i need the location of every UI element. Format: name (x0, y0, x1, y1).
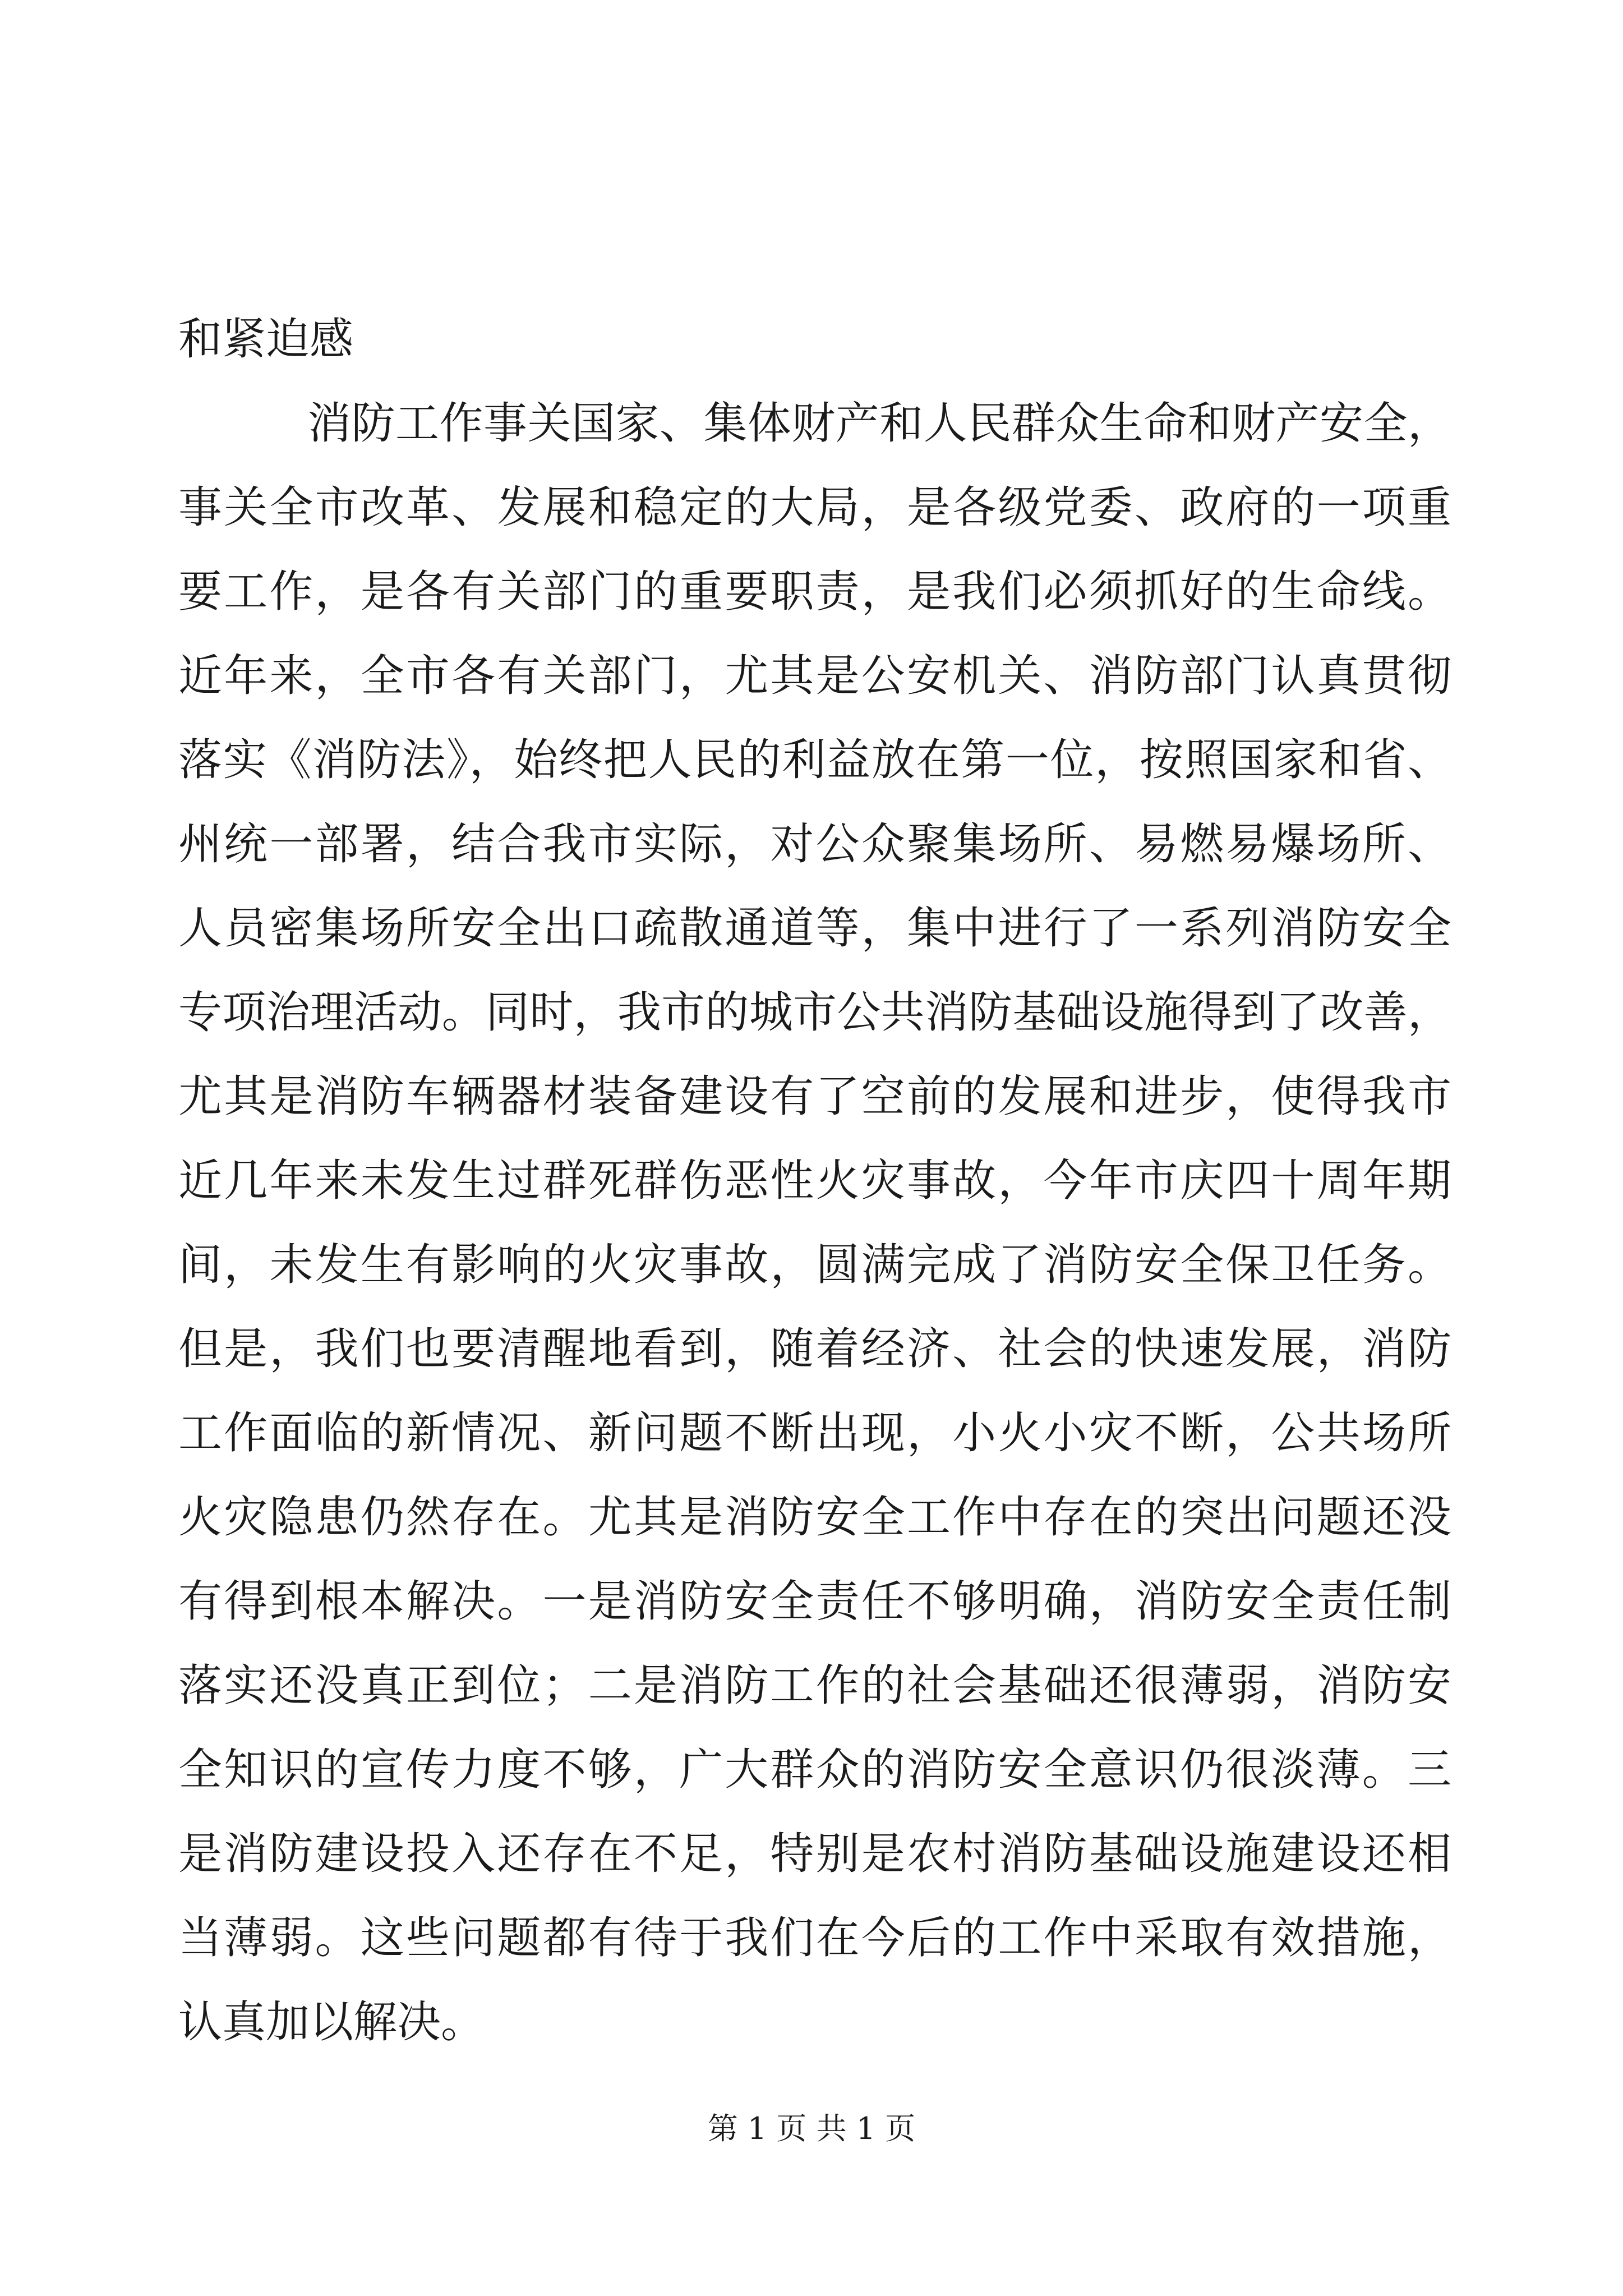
text-line: 间，未发生有影响的火灾事故，圆满完成了消防安全保卫任务。 (178, 1240, 1451, 1290)
text-line: 工作面临的新情况、新问题不断出现，小火小灾不断，公共场所 (178, 1408, 1451, 1458)
text-line: 事关全市改革、发展和稳定的大局，是各级党委、政府的一项重 (178, 482, 1451, 533)
text-line: 近年来，全市各有关部门，尤其是公安机关、消防部门认真贯彻 (178, 651, 1451, 701)
text-line: 州统一部署，结合我市实际，对公众聚集场所、易燃易爆场所、 (178, 819, 1451, 869)
text-line: 要工作，是各有关部门的重要职责，是我们必须抓好的生命线。 (178, 567, 1451, 617)
text-line: 但是，我们也要清醒地看到，随着经济、社会的快速发展，消防 (178, 1324, 1451, 1374)
body-text (178, 297, 1451, 2064)
text-line: 落实《消防法》，始终把人民的利益放在第一位，按照国家和省、 (178, 735, 1451, 785)
text-line: 全知识的宣传力度不够，广大群众的消防安全意识仍很淡薄。三 (178, 1745, 1451, 1795)
text-line: 有得到根本解决。一是消防安全责任不够明确，消防安全责任制 (178, 1576, 1451, 1627)
text-line: 当薄弱。这些问题都有待于我们在今后的工作中采取有效措施， (178, 1913, 1451, 1963)
text-line: 人员密集场所安全出口疏散通道等，集中进行了一系列消防安全 (178, 903, 1451, 954)
text-line: 尤其是消防车辆器材装备建设有了空前的发展和进步，使得我市 (178, 1071, 1451, 1122)
text-line: 专项治理活动。同时，我市的城市公共消防基础设施得到了改善， (178, 987, 1451, 1038)
page-number-footer: 第 1 页 共 1 页 (707, 2111, 916, 2146)
text-line: 认真加以解决。 (178, 1997, 485, 2047)
text-line: 近几年来未发生过群死群伤恶性火灾事故，今年市庆四十周年期 (178, 1156, 1451, 1206)
text-line: 是消防建设投入还存在不足，特别是农村消防基础设施建设还相 (178, 1829, 1451, 1879)
text-line: 消防工作事关国家、集体财产和人民群众生命和财产安全， (307, 398, 1451, 449)
text-line: 落实还没真正到位；二是消防工作的社会基础还很薄弱，消防安 (178, 1660, 1451, 1711)
text-line: 火灾隐患仍然存在。尤其是消防安全工作中存在的突出问题还没 (178, 1492, 1451, 1543)
text-line: 和紧迫感 (178, 314, 354, 365)
